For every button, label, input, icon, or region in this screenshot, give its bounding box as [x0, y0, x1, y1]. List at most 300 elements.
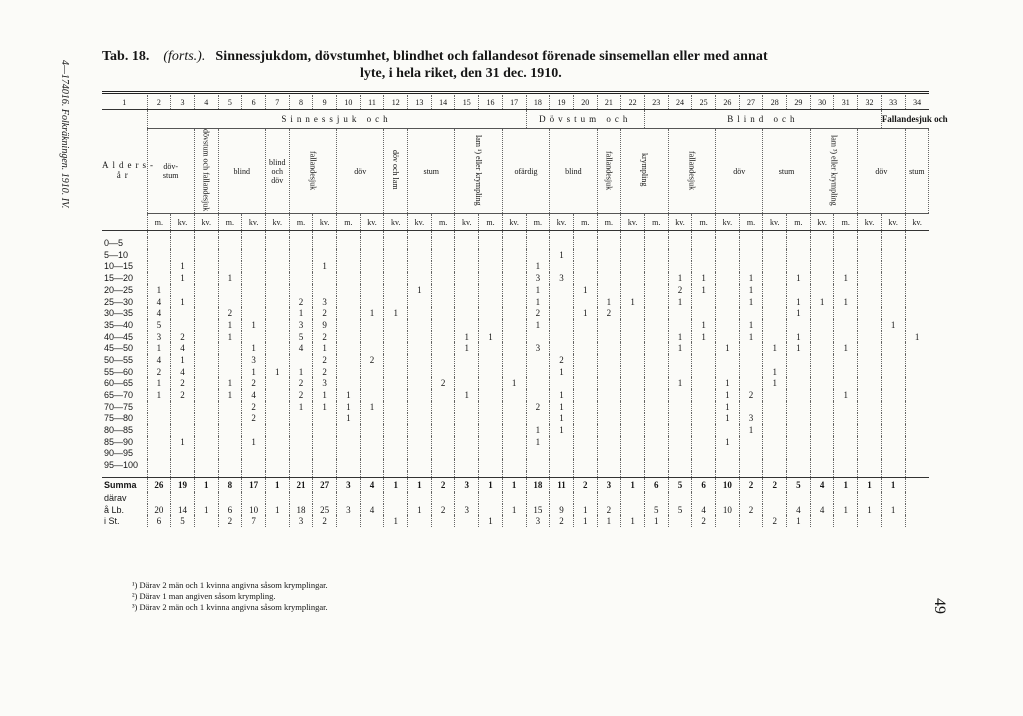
- sex-header: kv.: [905, 214, 929, 231]
- st-label: i St.: [102, 515, 147, 527]
- column-header-lam-krympling-1: [455, 129, 502, 214]
- table-cell: 1: [668, 272, 692, 284]
- table-cell: 2: [242, 413, 266, 425]
- column-number: 13: [408, 95, 432, 110]
- table-cell: [644, 366, 668, 378]
- table-cell: [479, 354, 503, 366]
- table-cell: [502, 459, 526, 471]
- table-cell: [881, 366, 905, 378]
- table-cell: [810, 249, 834, 261]
- darav-cell: [739, 492, 763, 504]
- lb-cell: 4: [692, 504, 716, 516]
- table-cell: [573, 296, 597, 308]
- table-cell: 1: [692, 319, 716, 331]
- table-cell: [218, 436, 242, 448]
- table-cell: [218, 249, 242, 261]
- table-cell: [763, 354, 787, 366]
- table-cell: [668, 389, 692, 401]
- table-cell: 1: [692, 331, 716, 343]
- table-cell: [265, 389, 289, 401]
- table-cell: 1: [242, 319, 266, 331]
- page-title: [102, 48, 942, 82]
- table-cell: [644, 249, 668, 261]
- table-cell: [905, 459, 929, 471]
- table-cell: [384, 436, 408, 448]
- sex-header: kv.: [881, 214, 905, 231]
- darav-cell: [360, 492, 384, 504]
- table-cell: [858, 459, 882, 471]
- table-cell: [834, 413, 858, 425]
- table-cell: [479, 237, 503, 249]
- table-cell: [455, 261, 479, 273]
- lb-cell: 5: [668, 504, 692, 516]
- table-cell: [550, 284, 574, 296]
- table-cell: 1: [147, 389, 171, 401]
- table-cell: [479, 401, 503, 413]
- table-cell: [621, 366, 645, 378]
- table-cell: [313, 413, 337, 425]
- table-cell: [668, 401, 692, 413]
- table-cell: [858, 401, 882, 413]
- table-cell: [147, 272, 171, 284]
- table-cell: [479, 261, 503, 273]
- column-header-label: döv: [875, 166, 888, 176]
- table-cell: 1: [716, 413, 740, 425]
- table-cell: [502, 319, 526, 331]
- table-cell: 1: [550, 249, 574, 261]
- table-cell: [479, 424, 503, 436]
- table-cell: 2: [242, 377, 266, 389]
- column-header-dovstum-fall: [194, 129, 218, 214]
- table-cell: [455, 459, 479, 471]
- table-cell: [550, 331, 574, 343]
- table-cell: [431, 342, 455, 354]
- table-cell: [692, 448, 716, 460]
- table-cell: [408, 319, 432, 331]
- table-cell: 1: [384, 307, 408, 319]
- table-cell: [858, 319, 882, 331]
- table-cell: [194, 307, 218, 319]
- lb-cell: 1: [194, 504, 218, 516]
- table-cell: 1: [360, 307, 384, 319]
- lb-cell: 4: [360, 504, 384, 516]
- summa-cell: 18: [526, 477, 550, 492]
- column-header-label: dövstum och fallandesjuk: [201, 129, 211, 212]
- table-cell: [147, 459, 171, 471]
- table-cell: 1: [573, 307, 597, 319]
- table-cell: [668, 459, 692, 471]
- table-cell: [810, 237, 834, 249]
- column-header-row: [102, 129, 929, 214]
- table-cell: [881, 413, 905, 425]
- table-cell: [194, 436, 218, 448]
- lb-cell: 1: [834, 504, 858, 516]
- table-cell: [408, 261, 432, 273]
- age-label: 80—85: [102, 424, 147, 436]
- table-cell: [858, 296, 882, 308]
- table-cell: [573, 249, 597, 261]
- darav-cell: [763, 492, 787, 504]
- table-cell: [573, 366, 597, 378]
- column-header-blind-dov: [265, 129, 289, 214]
- column-header-label: stum: [423, 166, 440, 176]
- lb-cell: 2: [739, 504, 763, 516]
- table-row: [102, 354, 929, 366]
- table-cell: [431, 401, 455, 413]
- table-cell: 1: [787, 342, 811, 354]
- table-cell: [431, 319, 455, 331]
- lb-row: [102, 504, 929, 516]
- darav-cell: [384, 492, 408, 504]
- table-cell: [265, 272, 289, 284]
- table-cell: 1: [218, 377, 242, 389]
- top-rule-2: [102, 93, 929, 94]
- table-row: [102, 459, 929, 471]
- table-cell: [834, 331, 858, 343]
- table-cell: [668, 319, 692, 331]
- darav-cell: [313, 492, 337, 504]
- column-number: 18: [526, 95, 550, 110]
- table-cell: 1: [147, 284, 171, 296]
- table-cell: [218, 448, 242, 460]
- lb-cell: 3: [337, 504, 361, 516]
- table-cell: [431, 296, 455, 308]
- table-row: [102, 413, 929, 425]
- column-header-dov2: [716, 129, 763, 214]
- table-cell: 2: [171, 389, 195, 401]
- lb-cell: 1: [408, 504, 432, 516]
- table-cell: [479, 284, 503, 296]
- table-cell: [502, 366, 526, 378]
- column-number: 26: [716, 95, 740, 110]
- table-cell: 1: [550, 389, 574, 401]
- age-header-cell: Alders- år: [102, 110, 147, 231]
- table-cell: [810, 307, 834, 319]
- table-cell: [716, 237, 740, 249]
- table-cell: [668, 413, 692, 425]
- table-cell: [242, 331, 266, 343]
- table-cell: [431, 448, 455, 460]
- data-table: [102, 95, 948, 527]
- table-cell: [905, 424, 929, 436]
- table-cell: [834, 237, 858, 249]
- table-cell: [337, 354, 361, 366]
- summa-label: Summa: [102, 477, 147, 492]
- st-cell: [455, 515, 479, 527]
- table-cell: [621, 272, 645, 284]
- summa-cell: 1: [834, 477, 858, 492]
- table-cell: [265, 459, 289, 471]
- table-cell: [431, 354, 455, 366]
- table-cell: [881, 272, 905, 284]
- table-cell: [384, 261, 408, 273]
- column-number: 28: [763, 95, 787, 110]
- table-cell: [194, 354, 218, 366]
- table-cell: [337, 296, 361, 308]
- st-cell: [716, 515, 740, 527]
- table-cell: [194, 389, 218, 401]
- table-cell: [337, 331, 361, 343]
- table-cell: [194, 331, 218, 343]
- table-cell: [194, 296, 218, 308]
- table-cell: 1: [739, 319, 763, 331]
- table-cell: 4: [147, 296, 171, 308]
- table-cell: [408, 342, 432, 354]
- table-cell: [384, 237, 408, 249]
- column-number: 25: [692, 95, 716, 110]
- table-cell: [597, 261, 621, 273]
- table-cell: [597, 413, 621, 425]
- table-cell: 1: [597, 296, 621, 308]
- table-cell: [716, 284, 740, 296]
- table-cell: 1: [218, 272, 242, 284]
- table-cell: 4: [147, 354, 171, 366]
- table-cell: [787, 377, 811, 389]
- darav-cell: [218, 492, 242, 504]
- table-cell: [550, 342, 574, 354]
- table-cell: [147, 237, 171, 249]
- table-cell: [194, 401, 218, 413]
- table-cell: [597, 354, 621, 366]
- table-cell: [597, 436, 621, 448]
- group-header: Sinnessjuk och: [147, 110, 526, 129]
- table-cell: [408, 354, 432, 366]
- column-header-label: fallandesjuk: [687, 150, 697, 190]
- table-row: [102, 424, 929, 436]
- darav-cell: [265, 492, 289, 504]
- table-cell: [787, 413, 811, 425]
- table-cell: [337, 319, 361, 331]
- table-row: [102, 389, 929, 401]
- table-cell: [597, 424, 621, 436]
- table-cell: [360, 366, 384, 378]
- table-cell: [289, 261, 313, 273]
- table-cell: 1: [763, 342, 787, 354]
- lb-cell: 5: [644, 504, 668, 516]
- darav-cell: [408, 492, 432, 504]
- table-cell: [171, 237, 195, 249]
- table-cell: [692, 413, 716, 425]
- column-header-label: fallandesjuk: [604, 150, 614, 190]
- table-cell: 1: [834, 342, 858, 354]
- table-cell: [621, 459, 645, 471]
- table-cell: [881, 342, 905, 354]
- summa-cell: 1: [194, 477, 218, 492]
- st-cell: 1: [597, 515, 621, 527]
- table-cell: 1: [171, 261, 195, 273]
- sex-header: m.: [431, 214, 455, 231]
- table-cell: [597, 272, 621, 284]
- table-cell: 1: [171, 296, 195, 308]
- table-cell: 1: [787, 296, 811, 308]
- table-cell: [644, 459, 668, 471]
- summa-cell: 3: [455, 477, 479, 492]
- table-cell: [431, 459, 455, 471]
- summa-cell: 2: [573, 477, 597, 492]
- table-cell: [858, 354, 882, 366]
- sex-header: m.: [337, 214, 361, 231]
- table-cell: 1: [313, 261, 337, 273]
- table-cell: 2: [171, 331, 195, 343]
- table-cell: [905, 401, 929, 413]
- table-cell: [455, 377, 479, 389]
- summa-cell: 5: [668, 477, 692, 492]
- table-cell: [716, 366, 740, 378]
- table-cell: [455, 249, 479, 261]
- table-cell: 2: [597, 307, 621, 319]
- table-cell: [408, 296, 432, 308]
- table-row: [102, 237, 929, 249]
- table-cell: [573, 413, 597, 425]
- column-number: 22: [621, 95, 645, 110]
- table-cell: [787, 284, 811, 296]
- table-cell: [337, 261, 361, 273]
- table-cell: [692, 401, 716, 413]
- darav-cell: [716, 492, 740, 504]
- lb-cell: 2: [597, 504, 621, 516]
- table-cell: [692, 424, 716, 436]
- table-cell: [431, 389, 455, 401]
- table-cell: 4: [147, 307, 171, 319]
- table-cell: [289, 436, 313, 448]
- table-cell: [858, 237, 882, 249]
- table-cell: 1: [834, 389, 858, 401]
- table-cell: [218, 237, 242, 249]
- table-cell: 1: [739, 296, 763, 308]
- summa-cell: [905, 477, 929, 492]
- table-cell: 1: [455, 331, 479, 343]
- table-cell: [692, 377, 716, 389]
- table-cell: 1: [716, 377, 740, 389]
- table-cell: [716, 354, 740, 366]
- table-cell: 1: [668, 342, 692, 354]
- table-cell: 2: [289, 389, 313, 401]
- table-cell: [716, 319, 740, 331]
- age-label: 55—60: [102, 366, 147, 378]
- sex-header: kv.: [668, 214, 692, 231]
- table-cell: [384, 284, 408, 296]
- table-cell: [644, 436, 668, 448]
- column-number: 2: [147, 95, 171, 110]
- table-cell: 1: [692, 272, 716, 284]
- table-cell: 1: [147, 342, 171, 354]
- summa-cell: 19: [171, 477, 195, 492]
- table-cell: [834, 307, 858, 319]
- table-cell: [502, 237, 526, 249]
- table-cell: 2: [289, 296, 313, 308]
- table-cell: [881, 307, 905, 319]
- table-cell: [905, 237, 929, 249]
- table-cell: [242, 296, 266, 308]
- table-cell: [905, 284, 929, 296]
- table-row: [102, 331, 929, 343]
- column-number: 10: [337, 95, 361, 110]
- table-cell: [289, 459, 313, 471]
- table-cell: [479, 249, 503, 261]
- st-cell: 1: [384, 515, 408, 527]
- table-cell: [479, 377, 503, 389]
- table-cell: 2: [242, 401, 266, 413]
- column-header-ofardig: [502, 129, 549, 214]
- table-cell: [787, 354, 811, 366]
- table-cell: [834, 424, 858, 436]
- table-cell: [716, 424, 740, 436]
- table-cell: [550, 436, 574, 448]
- table-cell: [147, 424, 171, 436]
- table-cell: 2: [147, 366, 171, 378]
- table-cell: [455, 307, 479, 319]
- table-cell: 1: [526, 284, 550, 296]
- column-number: 6: [242, 95, 266, 110]
- table-cell: [621, 307, 645, 319]
- table-cell: [289, 354, 313, 366]
- table-cell: [171, 401, 195, 413]
- darav-cell: [337, 492, 361, 504]
- table-cell: [242, 249, 266, 261]
- sex-header: kv.: [455, 214, 479, 231]
- sex-header: kv.: [621, 214, 645, 231]
- table-cell: [502, 296, 526, 308]
- table-cell: [194, 272, 218, 284]
- table-cell: [810, 389, 834, 401]
- table-cell: [384, 331, 408, 343]
- table-cell: [242, 448, 266, 460]
- sex-header: kv.: [242, 214, 266, 231]
- column-number: 9: [313, 95, 337, 110]
- table-cell: 1: [526, 319, 550, 331]
- table-cell: 1: [218, 319, 242, 331]
- footnotes: [132, 580, 328, 613]
- table-cell: [360, 261, 384, 273]
- st-cell: 5: [171, 515, 195, 527]
- table-cell: [455, 448, 479, 460]
- table-cell: [194, 448, 218, 460]
- table-cell: 5: [289, 331, 313, 343]
- table-cell: [716, 331, 740, 343]
- lb-cell: 1: [265, 504, 289, 516]
- table-cell: 1: [550, 413, 574, 425]
- column-header-label: fallandesjuk: [308, 150, 318, 190]
- table-cell: [810, 272, 834, 284]
- table-cell: [763, 401, 787, 413]
- column-header-label: döv: [354, 166, 367, 176]
- table-cell: [597, 237, 621, 249]
- table-cell: [597, 342, 621, 354]
- table-cell: [644, 424, 668, 436]
- sex-header: kv.: [763, 214, 787, 231]
- table-cell: 4: [171, 342, 195, 354]
- table-cell: [479, 413, 503, 425]
- table-cell: 3: [550, 272, 574, 284]
- table-cell: [881, 436, 905, 448]
- table-cell: [787, 448, 811, 460]
- table-cell: [668, 261, 692, 273]
- table-cell: [384, 296, 408, 308]
- st-cell: 7: [242, 515, 266, 527]
- table-cell: [479, 436, 503, 448]
- table-cell: [621, 342, 645, 354]
- table-cell: [526, 459, 550, 471]
- table-cell: [739, 342, 763, 354]
- st-cell: 1: [479, 515, 503, 527]
- column-header-fallandesjuk2: [597, 129, 621, 214]
- table-cell: [431, 237, 455, 249]
- table-cell: [408, 272, 432, 284]
- table-row: [102, 307, 929, 319]
- column-header-krympling: [621, 129, 668, 214]
- table-cell: [455, 272, 479, 284]
- table-cell: [881, 459, 905, 471]
